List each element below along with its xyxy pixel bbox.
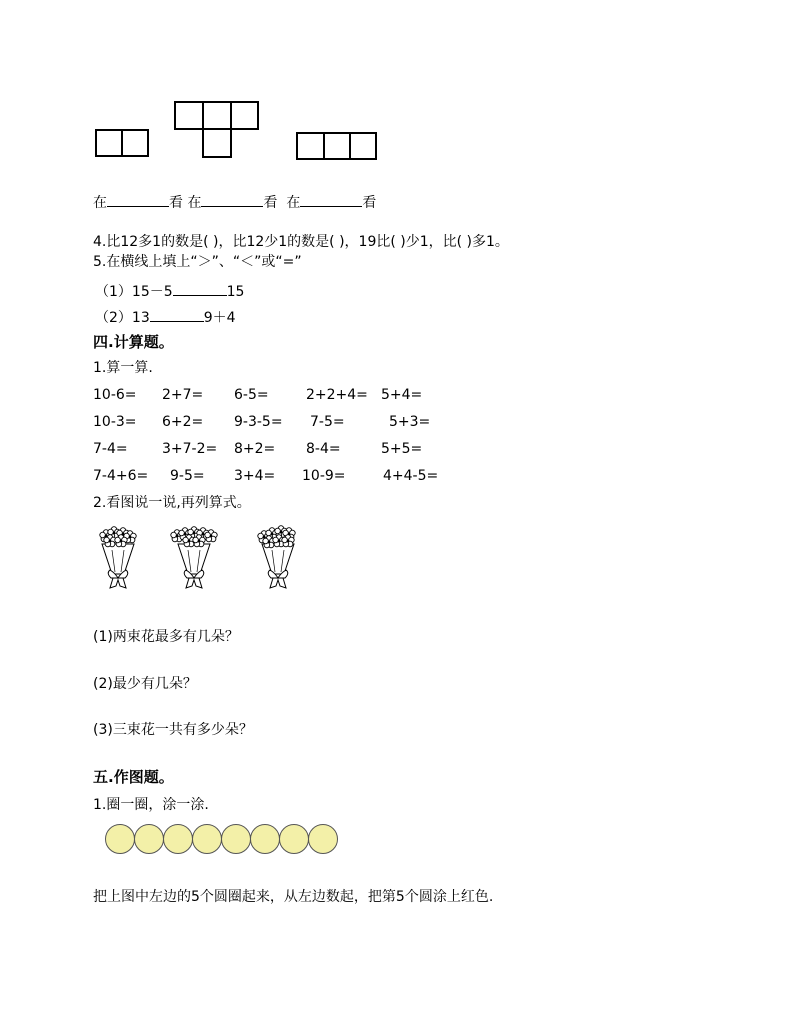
calc-item: 4+4-5= bbox=[383, 468, 439, 484]
section-4-sub-2: 2.看图说一说,再列算式。 bbox=[93, 495, 251, 511]
calc-item: 10-9= bbox=[302, 468, 346, 484]
calc-item: 3+7-2= bbox=[162, 441, 218, 457]
calc-item: 5+3= bbox=[389, 414, 431, 430]
bouquets-illustration bbox=[90, 520, 310, 595]
section-4-sub-1: 1.算一算. bbox=[93, 360, 153, 376]
circle-4[interactable] bbox=[192, 824, 222, 854]
view-suffix-3: 看 bbox=[362, 195, 377, 211]
circle-2[interactable] bbox=[134, 824, 164, 854]
calc-item: 2+2+4= bbox=[306, 387, 368, 403]
calc-item: 6-5= bbox=[234, 387, 269, 403]
view-label-3: 在 bbox=[286, 195, 301, 211]
calc-item: 5+5= bbox=[381, 441, 423, 457]
calc-item: 3+4= bbox=[234, 468, 276, 484]
section-4-title: 四.计算题。 bbox=[93, 333, 174, 351]
view-label-1: 在 bbox=[93, 195, 107, 211]
question-5-item-2 bbox=[95, 307, 236, 327]
question-flower-1: (1)两束花最多有几朵？ bbox=[93, 629, 239, 645]
calc-item: 7-4= bbox=[93, 441, 128, 457]
section-5-title: 五.作图题。 bbox=[93, 768, 174, 786]
calc-item: 8-4= bbox=[306, 441, 341, 457]
calc-item: 9-3-5= bbox=[234, 414, 283, 430]
question-flower-3: (3)三束花一共有多少朵？ bbox=[93, 722, 253, 738]
q5-item2-right: 9＋4 bbox=[203, 310, 236, 326]
view-fill-row bbox=[93, 192, 376, 212]
circle-8[interactable] bbox=[308, 824, 338, 854]
q5-item1-left: （1）15－5 bbox=[95, 284, 173, 300]
view-label-2: 在 bbox=[187, 195, 202, 211]
bouquet-3 bbox=[258, 526, 295, 588]
q5-blank-2[interactable] bbox=[150, 307, 204, 322]
view-suffix-1: 看 bbox=[169, 195, 183, 211]
q5-item1-right: 15 bbox=[226, 284, 245, 300]
view-blank-2[interactable] bbox=[201, 192, 263, 207]
view-suffix-2: 看 bbox=[263, 195, 278, 211]
calc-item: 10-6= bbox=[93, 387, 137, 403]
circle-6[interactable] bbox=[250, 824, 280, 854]
calc-item: 6+2= bbox=[162, 414, 204, 430]
calc-item: 5+4= bbox=[381, 387, 423, 403]
calc-item: 7-4+6= bbox=[93, 468, 149, 484]
view-blank-3[interactable] bbox=[300, 192, 362, 207]
calc-item: 10-3= bbox=[93, 414, 137, 430]
calc-item: 9-5= bbox=[170, 468, 205, 484]
q5-blank-1[interactable] bbox=[173, 281, 227, 296]
question-4: 4.比12多1的数是( )，比12少1的数是( )，19比( )少1，比( )多1。 bbox=[93, 234, 509, 250]
bouquet-2 bbox=[171, 527, 217, 588]
q5-item2-left: （2）13 bbox=[95, 310, 150, 326]
question-5-title: 5.在横线上填上“＞”、“＜”或“=” bbox=[93, 254, 302, 270]
calc-item: 7-5= bbox=[310, 414, 345, 430]
calc-item: 8+2= bbox=[234, 441, 276, 457]
view-blank-1[interactable] bbox=[107, 192, 169, 207]
bouquet-1 bbox=[100, 527, 136, 588]
circle-7[interactable] bbox=[279, 824, 309, 854]
calc-item: 2+7= bbox=[162, 387, 204, 403]
section-5-sub-1: 1.圈一圈，涂一涂. bbox=[93, 797, 209, 813]
circle-1[interactable] bbox=[105, 824, 135, 854]
circle-3[interactable] bbox=[163, 824, 193, 854]
section-5-instruction: 把上图中左边的5个圆圈起来，从左边数起，把第5个圆涂上红色. bbox=[93, 889, 494, 905]
question-5-item-1 bbox=[95, 281, 244, 301]
question-flower-2: (2)最少有几朵？ bbox=[93, 676, 197, 692]
circle-5[interactable] bbox=[221, 824, 251, 854]
